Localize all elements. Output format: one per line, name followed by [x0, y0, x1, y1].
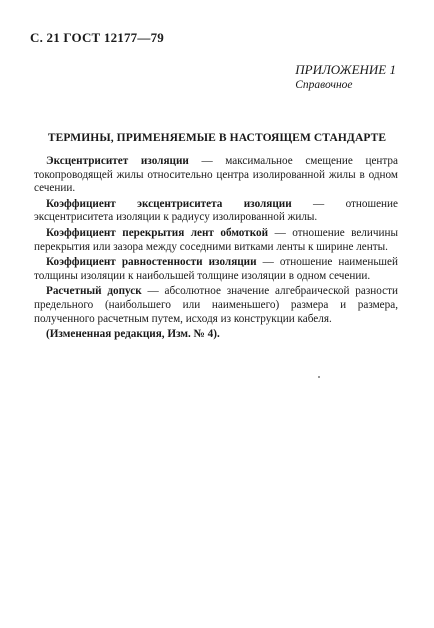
appendix-title: ПРИЛОЖЕНИЕ 1: [295, 62, 396, 77]
appendix-label: [295, 62, 396, 91]
term-definition: — отношение эксцентриситета изоляции к радиусу изолированной жилы.: [34, 197, 398, 224]
term-definition: — отношение наименьшей толщины изоляции к наибольшей толщине изоляции в одном сечении.: [34, 256, 398, 282]
term-definition: — отношение величины перекрытия или зазора между соседними витками ленты к ширине ленты.: [34, 226, 398, 253]
term-paragraph: [34, 198, 398, 225]
page-header: С. 21 ГОСТ 12177—79: [30, 30, 164, 45]
term-paragraph: [34, 285, 398, 326]
term-name: Коэффициент равностенности изоляции: [46, 256, 257, 269]
amendment-note: (Измененная редакция, Изм. № 4).: [46, 328, 220, 341]
terms-body: [34, 155, 398, 344]
term-paragraph: [34, 155, 398, 196]
term-paragraph: [34, 256, 398, 283]
term-name: Коэффициент перекрытия лент обмоткой: [46, 226, 269, 239]
appendix-subtitle: Справочное: [295, 79, 353, 91]
term-definition: — абсолютное значение алгебраической разности предельного (наибольшего или наименьшего) размера и размера, полученного расчетным путем, исходя из конструкции кабеля.: [34, 285, 398, 325]
term-paragraph: [34, 227, 398, 254]
term-name: Расчетный допуск: [46, 285, 142, 298]
section-title: ТЕРМИНЫ, ПРИМЕНЯЕМЫЕ В НАСТОЯЩЕМ СТАНДАРТЕ: [47, 132, 387, 144]
term-name: Эксцентриситет изоляции: [46, 155, 189, 167]
term-definition: — максимальное смещение центра токопроводящей жилы относительно центра изолированной жилы в одном сечении.: [34, 155, 398, 195]
term-name: Коэффициент эксцентриситета изоляции: [46, 197, 292, 210]
speck-mark: [318, 376, 320, 378]
